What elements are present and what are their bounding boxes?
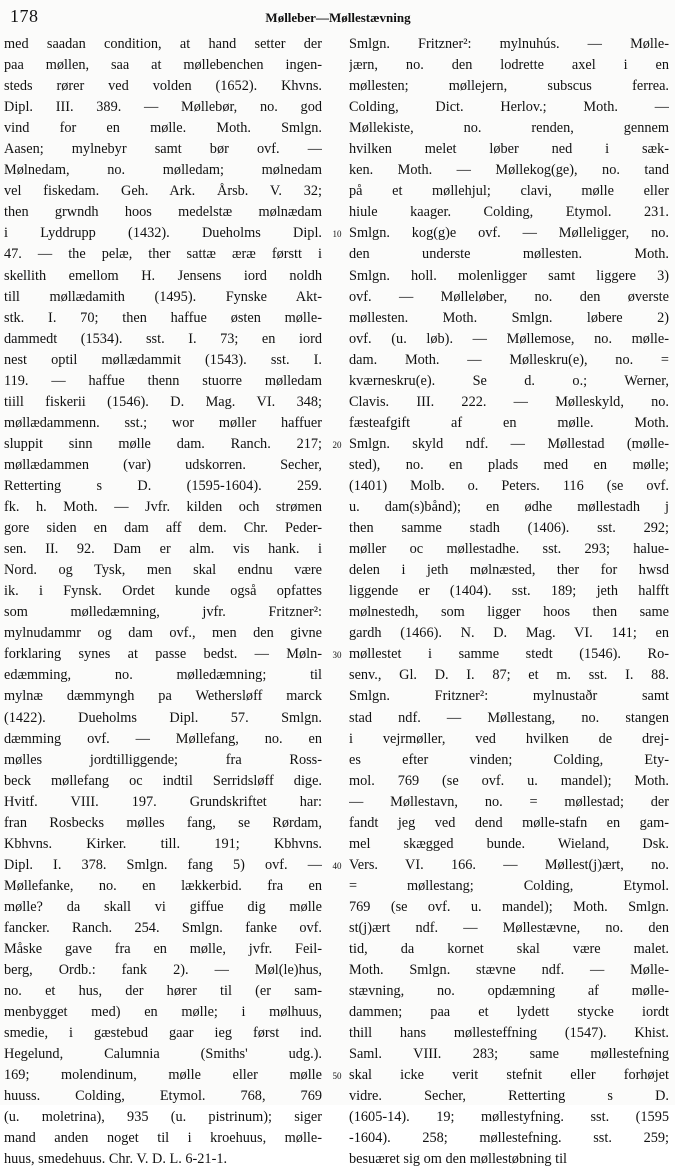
right-column-line: fandt jeg ved dend mølle-stafn en gam- xyxy=(349,814,669,831)
left-column-line: fran Rosbecks mølles fang, se Rørdam, xyxy=(4,814,322,831)
line-number: 30 xyxy=(332,650,342,661)
left-column-line: huuss. Colding, Etymol. 768, 769 xyxy=(4,1088,322,1105)
left-column-line: stk. I. 70; then haffue østen mølle- xyxy=(4,309,322,326)
left-column-line: som mølledæmning, jvfr. Fritzner²: xyxy=(4,604,322,621)
left-column-line: dammedt (1534). sst. I. 73; en iord xyxy=(4,330,322,347)
left-column-line: 47. — the pelæ, ther sattæ æræ førstt i xyxy=(4,246,322,263)
left-column-line: sen. II. 92. Dam er alm. vis hank. i xyxy=(4,541,322,558)
left-column-line: mølle? da skall vi giffue dig mølle xyxy=(4,898,322,915)
left-column-line: ik. i Fynsk. Ordet kunde også opfattes xyxy=(4,583,322,600)
right-column-line: mølnestedh, som ligger hoos then same xyxy=(349,604,669,621)
left-column xyxy=(4,34,322,1171)
left-column-line: Retterting s D. (1595-1604). 259. xyxy=(4,477,322,494)
right-column-line: mel skægged bunde. Wieland, Dsk. xyxy=(349,835,669,852)
line-number: 20 xyxy=(332,439,342,450)
page-header xyxy=(8,4,668,30)
left-column-line: skellith emellom H. Jensens iord noldh xyxy=(4,267,322,284)
left-column-line: mylnæ dæmmyngh pa Wethersløff marck xyxy=(4,688,322,705)
right-column-line: Møllekiste, no. renden, gennem xyxy=(349,120,669,137)
right-column-line: skal icke verit stefnit eller forhøjet xyxy=(349,1067,669,1084)
right-column-line: kværneskru(e). Se d. o.; Werner, xyxy=(349,372,669,389)
right-column-line: Colding, Dict. Herlov.; Moth. — xyxy=(349,99,669,116)
left-column-line: 119. — haffue thenn stuorre mølledam xyxy=(4,372,322,389)
left-column-line: Dipl. I. 378. Smlgn. fang 5) ovf. — xyxy=(4,856,322,873)
left-column-line: berg, Ordb.: fank 2). — Møl(le)hus, xyxy=(4,962,322,979)
left-column-line: fancker. Ranch. 254. Smlgn. fanke ovf. xyxy=(4,919,322,936)
left-column-line: i Lyddrupp (1432). Dueholms Dipl. xyxy=(4,225,322,242)
right-column-line: es efter vinden; Colding, Ety- xyxy=(349,751,669,768)
right-column-line: — Møllestavn, no. = møllestad; der xyxy=(349,793,669,810)
running-head: Mølleber—Møllestævning xyxy=(265,10,411,25)
right-column-line: senv., Gl. D. I. 87; et m. sst. I. 88. xyxy=(349,667,669,684)
left-column-line: sluppit sinn mølle dam. Ranch. 217; xyxy=(4,435,322,452)
page-number: 178 xyxy=(10,6,39,26)
right-column-line: fæsteafgift af en mølle. Moth. xyxy=(349,414,669,431)
right-column-line: then samme stadh (1406). sst. 292; xyxy=(349,520,669,537)
right-column-line: = møllestang; Colding, Etymol. xyxy=(349,877,669,894)
left-column-line: fk. h. Moth. — Jvfr. kilden och strømen xyxy=(4,499,322,516)
left-column-line: no. et hus, der hører til (er sam- xyxy=(4,983,322,1000)
right-column-line: delen i jeth mølnæsted, ther for hwsd xyxy=(349,562,669,579)
right-column-line: Smlgn. kog(g)e ovf. — Mølleligger, no. xyxy=(349,225,669,242)
left-column-line: Mølnedam, no. mølledam; mølnedam xyxy=(4,162,322,179)
left-column-line: Aasen; mylnebyr samt bør ovf. — xyxy=(4,141,322,158)
left-column-line: dæmming ovf. — Møllefang, no. en xyxy=(4,730,322,747)
right-column-line: møllestet i samme stedt (1546). Ro- xyxy=(349,646,669,663)
left-column-line: mylnudammr og dam ovf., men den givne xyxy=(4,625,322,642)
left-column-line: mølles jordtilliggende; fra Ross- xyxy=(4,751,322,768)
left-column-line: med saadan condition, at hand setter der xyxy=(4,36,322,52)
left-column-line: forklaring synes at passe bedst. — Møln- xyxy=(4,646,322,663)
right-column-line: thill hans møllesteffning (1547). Khist. xyxy=(349,1025,669,1042)
right-column-line: Vers. VI. 166. — Møllest(j)ært, no. xyxy=(349,856,669,873)
right-column-line: stævning, no. opdæmning af mølle- xyxy=(349,983,669,1000)
left-column-line: (u. moletrina), 935 (u. pistrinum); siger xyxy=(4,1109,322,1126)
left-column-line: møllædammenn. sst.; wor møller haffuer xyxy=(4,414,322,431)
right-column-line: mol. 769 (se ovf. u. mandel); Moth. xyxy=(349,772,669,789)
left-column-line: huus, smedehuus. Chr. V. D. L. 6-21-1. xyxy=(4,1151,228,1168)
line-number-gutter xyxy=(326,34,348,1094)
right-column-line: besuæret sig om den møllestøbning til xyxy=(349,1151,568,1168)
left-column-line: vind for en mølle. Moth. Smlgn. xyxy=(4,120,322,137)
right-column xyxy=(349,34,669,1171)
right-column-line: (1401) Molb. o. Peters. 116 (se ovf. xyxy=(349,477,669,494)
left-column-line: till møllædamith (1495). Fynske Akt- xyxy=(4,288,322,305)
right-column-line: Moth. Smlgn. stævne ndf. — Mølle- xyxy=(349,962,669,979)
right-column-line: st(j)ært ndf. — Møllestævne, no. den xyxy=(349,919,669,936)
left-column-line: smedie, i gæstebud gaar ieg først ind. xyxy=(4,1025,322,1042)
right-column-line: gardh (1466). N. D. Mag. VI. 141; en xyxy=(349,625,669,642)
left-column-line: Kbhvns. Kirker. till. 191; Kbhvns. xyxy=(4,835,322,852)
right-column-line: -1604). 258; møllestefning. sst. 259; xyxy=(349,1130,669,1147)
left-column-line: paa møllen, saa at møllebenchen ingen- xyxy=(4,57,322,74)
right-column-line: Smlgn. Fritzner²: mylnustaðr samt xyxy=(349,688,669,705)
left-column-line: vel fiskedam. Geh. Ark. Årsb. V. 32; xyxy=(4,183,322,200)
left-column-line: 169; molendinum, mølle eller mølle xyxy=(4,1067,322,1084)
right-column-line: i vejrmøller, ved hvilken de drej- xyxy=(349,730,669,747)
right-column-line: Clavis. III. 222. — Mølleskyld, no. xyxy=(349,393,669,410)
right-column-line: på et møllehjul; clavi, mølle eller xyxy=(349,183,669,200)
right-column-line: sted), no. en plads med en mølle; xyxy=(349,456,669,473)
left-column-line: beck møllefang oc indtil Serridsløff dige. xyxy=(4,772,322,789)
right-column-line: 769 (se ovf. u. mandel); Moth. Smlgn. xyxy=(349,898,669,915)
right-column-line: dam. Moth. — Mølleskru(e), no. = xyxy=(349,351,669,368)
right-column-line: liggende er (1404). sst. 189; jeth halfft xyxy=(349,583,669,600)
right-column-line: Saml. VIII. 283; same møllestefning xyxy=(349,1046,669,1063)
right-column-line: Smlgn. skyld ndf. — Møllestad (mølle- xyxy=(349,435,669,452)
left-column-line: møllædammen (var) udskorren. Secher, xyxy=(4,456,322,473)
right-column-line: jærn, no. den lodrette axel i en xyxy=(349,57,669,74)
right-column-line: ovf. (u. løb). — Møllemose, no. mølle- xyxy=(349,330,669,347)
left-column-line: nest optil møllædammit (1543). sst. I. xyxy=(4,351,322,368)
right-column-line: møller oc møllestadhe. sst. 293; halue- xyxy=(349,541,669,558)
right-column-line: hiule kaager. Colding, Etymol. 231. xyxy=(349,204,669,221)
line-number: 40 xyxy=(332,860,342,871)
right-column-line: stad ndf. — Møllestang, no. stangen xyxy=(349,709,669,726)
left-column-line: steds rører ved volden (1652). Khvns. xyxy=(4,78,322,95)
left-column-line: Dipl. III. 389. — Møllebør, no. god xyxy=(4,99,322,116)
line-number: 10 xyxy=(332,229,342,240)
left-column-line: mand anden noget til i kroehuus, mølle- xyxy=(4,1130,322,1147)
line-number: 50 xyxy=(332,1071,342,1082)
right-column-line: ovf. — Mølleløber, no. den øverste xyxy=(349,288,669,305)
right-column-line: tid, da kornet skal være malet. xyxy=(349,941,669,958)
right-column-line: møllesten. Moth. Smlgn. løbere 2) xyxy=(349,309,669,326)
left-column-line: Hvitf. VIII. 197. Grundskriftet har: xyxy=(4,793,322,810)
left-column-line: tiill fiskerii (1546). D. Mag. VI. 348; xyxy=(4,393,322,410)
left-column-line: Måske gave fra en mølle, jvfr. Feil- xyxy=(4,941,322,958)
left-column-line: (1422). Dueholms Dipl. 57. Smlgn. xyxy=(4,709,322,726)
right-column-line: vidre. Secher, Retterting s D. xyxy=(349,1088,669,1105)
right-column-line: Smlgn. Fritzner²: mylnuhús. — Mølle- xyxy=(349,36,669,52)
left-column-line: Hegelund, Calumnia (Smiths' udg.). xyxy=(4,1046,322,1063)
right-column-line: (1605-14). 19; møllestyfning. sst. (1595 xyxy=(349,1109,669,1126)
right-column-line: ken. Moth. — Møllekog(ge), no. tand xyxy=(349,162,669,179)
left-column-line: Møllefanke, no. en lækkerbid. fra en xyxy=(4,877,322,894)
left-column-line: Nord. og Tysk, men skal endnu være xyxy=(4,562,322,579)
right-column-line: dammen; paa et lydett stycke iordt xyxy=(349,1004,669,1021)
left-column-line: then grwndh hoos medelstæ mølnædam xyxy=(4,204,322,221)
right-column-line: hvilken melet løber ned i sæk- xyxy=(349,141,669,158)
left-column-line: menbygget med) en mølle; i mølhuus, xyxy=(4,1004,322,1021)
right-column-line: den underste møllesten. Moth. xyxy=(349,246,669,263)
right-column-line: Smlgn. holl. molenligger samt liggere 3) xyxy=(349,267,669,284)
right-column-line: u. dam(s)bånd); en ødhe møllestadh j xyxy=(349,499,669,516)
left-column-line: gore siden en dam aff dem. Chr. Peder- xyxy=(4,520,322,537)
left-column-line: edæmming, no. mølledæmning; til xyxy=(4,667,322,684)
right-column-line: møllesten; møllejern, subscus ferrea. xyxy=(349,78,669,95)
